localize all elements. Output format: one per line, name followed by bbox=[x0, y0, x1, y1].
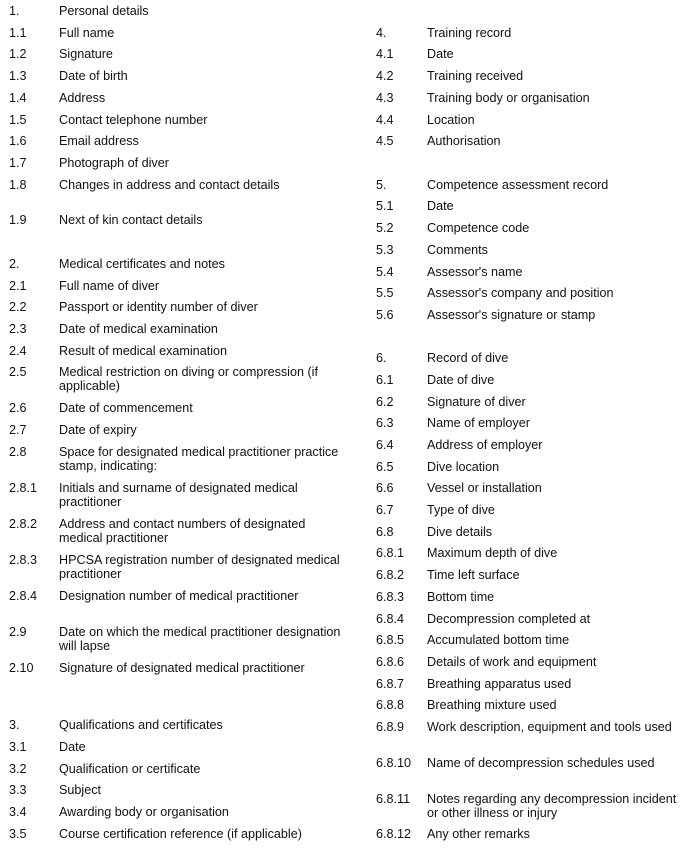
list-item bbox=[9, 783, 344, 797]
item-number: 1.3 bbox=[9, 69, 27, 83]
item-number: 6.8.10 bbox=[376, 756, 412, 770]
item-number: 4.4 bbox=[376, 113, 394, 127]
list-item bbox=[9, 91, 344, 105]
item-text: HPCSA registration number of designated medical practitioner bbox=[59, 553, 340, 581]
item-number: 2.9 bbox=[9, 625, 27, 639]
item-number: 5.1 bbox=[376, 199, 394, 213]
item-text: Date bbox=[427, 47, 454, 61]
item-number: 3.2 bbox=[9, 762, 27, 776]
item-number: 6.7 bbox=[376, 503, 394, 517]
item-text: Details of work and equipment bbox=[427, 655, 597, 669]
list-item bbox=[9, 517, 344, 545]
list-item bbox=[9, 553, 344, 581]
item-number: 1.7 bbox=[9, 156, 27, 170]
item-number: 5.5 bbox=[376, 286, 394, 300]
list-item bbox=[376, 416, 688, 430]
item-text: Space for designated medical practitioner practice stamp, indicating: bbox=[59, 445, 339, 473]
item-text: Contact telephone number bbox=[59, 113, 208, 127]
list-item bbox=[9, 423, 344, 437]
item-number: 2.7 bbox=[9, 423, 27, 437]
item-number: 6.8.4 bbox=[376, 612, 405, 626]
item-number: 1.4 bbox=[9, 91, 27, 105]
item-text: Email address bbox=[59, 134, 139, 148]
item-number: 6.8.7 bbox=[376, 677, 405, 691]
item-number: 5.6 bbox=[376, 308, 394, 322]
item-text: Initials and surname of designated medical practitioner bbox=[59, 481, 298, 509]
item-text: Assessor's signature or stamp bbox=[427, 308, 596, 322]
item-text: Competence code bbox=[427, 221, 530, 235]
item-number: 4.1 bbox=[376, 47, 394, 61]
item-number: 3.4 bbox=[9, 805, 27, 819]
item-number: 6.8 bbox=[376, 525, 394, 539]
item-text: Bottom time bbox=[427, 590, 495, 604]
item-number: 6.3 bbox=[376, 416, 394, 430]
list-item bbox=[376, 113, 688, 127]
item-text: Any other remarks bbox=[427, 827, 530, 841]
list-item bbox=[376, 612, 688, 626]
item-text: Result of medical examination bbox=[59, 344, 227, 358]
list-item bbox=[376, 438, 688, 452]
section-heading bbox=[9, 257, 344, 271]
list-item bbox=[9, 589, 344, 603]
item-number: 1.9 bbox=[9, 213, 27, 227]
list-item bbox=[376, 720, 688, 734]
item-text: Qualifications and certificates bbox=[59, 718, 223, 732]
item-number: 4.5 bbox=[376, 134, 394, 148]
item-number: 3.1 bbox=[9, 740, 27, 754]
item-text: Signature of diver bbox=[427, 395, 526, 409]
list-item bbox=[376, 265, 688, 279]
item-number: 6. bbox=[376, 351, 387, 365]
item-number: 2.8.1 bbox=[9, 481, 38, 495]
item-text: Subject bbox=[59, 783, 102, 797]
item-number: 3.3 bbox=[9, 783, 27, 797]
list-item bbox=[9, 762, 344, 776]
item-number: 2.1 bbox=[9, 279, 27, 293]
list-item bbox=[376, 546, 688, 560]
section-heading bbox=[9, 4, 344, 18]
list-item bbox=[376, 633, 688, 647]
item-number: 2.3 bbox=[9, 322, 27, 336]
item-number: 6.8.11 bbox=[376, 792, 411, 806]
item-text: Location bbox=[427, 113, 475, 127]
item-number: 6.8.8 bbox=[376, 698, 405, 712]
item-text: Assessor's name bbox=[427, 265, 523, 279]
list-item bbox=[376, 677, 688, 691]
item-text: Accumulated bottom time bbox=[427, 633, 570, 647]
item-text: Type of dive bbox=[427, 503, 495, 517]
item-number: 6.8.9 bbox=[376, 720, 405, 734]
section-heading bbox=[376, 351, 688, 365]
list-item bbox=[376, 134, 688, 148]
list-item bbox=[376, 460, 688, 474]
list-item bbox=[9, 69, 344, 83]
item-text: Signature of designated medical practitioner bbox=[59, 661, 305, 675]
list-item bbox=[376, 698, 688, 712]
item-number: 5. bbox=[376, 178, 387, 192]
list-item bbox=[376, 373, 688, 387]
item-text: Work description, equipment and tools used bbox=[427, 720, 672, 734]
item-text: Training record bbox=[427, 26, 512, 40]
item-text: Signature bbox=[59, 47, 113, 61]
item-text: Qualification or certificate bbox=[59, 762, 201, 776]
item-number: 5.3 bbox=[376, 243, 394, 257]
list-item bbox=[9, 661, 344, 675]
item-number: 1. bbox=[9, 4, 20, 18]
item-number: 2.8.3 bbox=[9, 553, 38, 567]
list-item bbox=[9, 156, 344, 170]
list-item bbox=[376, 47, 688, 61]
item-text: Next of kin contact details bbox=[59, 213, 203, 227]
item-number: 1.5 bbox=[9, 113, 27, 127]
item-number: 1.1 bbox=[9, 26, 27, 40]
item-text: Date bbox=[59, 740, 86, 754]
item-number: 6.8.3 bbox=[376, 590, 405, 604]
item-text: Breathing mixture used bbox=[427, 698, 557, 712]
item-number: 1.8 bbox=[9, 178, 27, 192]
item-text: Medical certificates and notes bbox=[59, 257, 225, 271]
item-text: Training received bbox=[427, 69, 524, 83]
list-item bbox=[376, 568, 688, 582]
item-text: Name of decompression schedules used bbox=[427, 756, 655, 770]
list-item bbox=[376, 481, 688, 495]
item-number: 2.10 bbox=[9, 661, 34, 675]
list-item bbox=[9, 827, 344, 841]
list-item bbox=[9, 445, 344, 473]
item-number: 1.2 bbox=[9, 47, 27, 61]
item-text: Maximum depth of dive bbox=[427, 546, 558, 560]
item-text: Changes in address and contact details bbox=[59, 178, 280, 192]
item-number: 6.8.6 bbox=[376, 655, 405, 669]
list-item bbox=[9, 26, 344, 40]
item-text: Assessor's company and position bbox=[427, 286, 614, 300]
item-text: Address and contact numbers of designated medical practitioner bbox=[59, 517, 306, 545]
item-number: 4. bbox=[376, 26, 387, 40]
item-text: Course certification reference (if applicable) bbox=[59, 827, 302, 841]
item-number: 1.6 bbox=[9, 134, 27, 148]
item-number: 5.2 bbox=[376, 221, 394, 235]
item-number: 6.6 bbox=[376, 481, 394, 495]
item-number: 4.2 bbox=[376, 69, 394, 83]
item-text: Date of medical examination bbox=[59, 322, 218, 336]
item-text: Name of employer bbox=[427, 416, 530, 430]
list-item bbox=[9, 805, 344, 819]
item-text: Dive location bbox=[427, 460, 500, 474]
item-text: Time left surface bbox=[427, 568, 520, 582]
item-text: Personal details bbox=[59, 4, 149, 18]
item-text: Date of expiry bbox=[59, 423, 137, 437]
item-text: Medical restriction on diving or compression (if applicable) bbox=[59, 365, 318, 393]
item-text: Notes regarding any decompression incident or other illness or injury bbox=[427, 792, 677, 820]
item-number: 6.8.1 bbox=[376, 546, 405, 560]
item-text: Authorisation bbox=[427, 134, 501, 148]
list-item bbox=[376, 756, 688, 770]
item-number: 2.8.2 bbox=[9, 517, 38, 531]
list-item bbox=[9, 113, 344, 127]
item-text: Passport or identity number of diver bbox=[59, 300, 258, 314]
item-text: Full name bbox=[59, 26, 115, 40]
list-item bbox=[9, 322, 344, 336]
item-text: Designation number of medical practitioner bbox=[59, 589, 299, 603]
list-item bbox=[9, 213, 344, 227]
list-item bbox=[376, 655, 688, 669]
item-number: 2.6 bbox=[9, 401, 27, 415]
section-heading bbox=[376, 26, 688, 40]
list-item bbox=[376, 503, 688, 517]
list-item bbox=[376, 395, 688, 409]
item-text: Date on which the medical practitioner designation will lapse bbox=[59, 625, 341, 653]
list-item bbox=[9, 47, 344, 61]
list-item bbox=[376, 590, 688, 604]
list-item bbox=[9, 740, 344, 754]
list-item bbox=[376, 221, 688, 235]
item-number: 2.8.4 bbox=[9, 589, 38, 603]
list-item bbox=[376, 286, 688, 300]
item-text: Comments bbox=[427, 243, 488, 257]
item-text: Awarding body or organisation bbox=[59, 805, 229, 819]
section-heading bbox=[9, 718, 344, 732]
list-item bbox=[376, 792, 688, 820]
item-text: Breathing apparatus used bbox=[427, 677, 572, 691]
list-item bbox=[9, 134, 344, 148]
list-item bbox=[376, 827, 688, 841]
item-number: 6.2 bbox=[376, 395, 394, 409]
list-item bbox=[9, 300, 344, 314]
item-number: 6.8.12 bbox=[376, 827, 412, 841]
item-text: Date of dive bbox=[427, 373, 495, 387]
list-item bbox=[9, 365, 344, 393]
item-text: Address of employer bbox=[427, 438, 543, 452]
list-item bbox=[376, 91, 688, 105]
list-item bbox=[9, 344, 344, 358]
list-item bbox=[376, 199, 688, 213]
item-number: 5.4 bbox=[376, 265, 394, 279]
item-number: 2.5 bbox=[9, 365, 27, 379]
list-item bbox=[376, 525, 688, 539]
section-heading bbox=[376, 178, 688, 192]
item-number: 6.4 bbox=[376, 438, 394, 452]
item-number: 2.2 bbox=[9, 300, 27, 314]
item-number: 6.8.2 bbox=[376, 568, 405, 582]
list-item bbox=[376, 69, 688, 83]
item-number: 2.4 bbox=[9, 344, 27, 358]
item-text: Competence assessment record bbox=[427, 178, 609, 192]
item-text: Dive details bbox=[427, 525, 493, 539]
list-item bbox=[9, 401, 344, 415]
item-text: Full name of diver bbox=[59, 279, 160, 293]
item-number: 6.1 bbox=[376, 373, 394, 387]
item-text: Decompression completed at bbox=[427, 612, 591, 626]
item-text: Date of birth bbox=[59, 69, 128, 83]
list-item bbox=[9, 178, 344, 192]
item-number: 4.3 bbox=[376, 91, 394, 105]
item-text: Date of commencement bbox=[59, 401, 193, 415]
item-text: Record of dive bbox=[427, 351, 509, 365]
item-number: 2.8 bbox=[9, 445, 27, 459]
item-number: 6.5 bbox=[376, 460, 394, 474]
list-item bbox=[9, 279, 344, 293]
list-item bbox=[376, 243, 688, 257]
item-text: Vessel or installation bbox=[427, 481, 542, 495]
item-text: Training body or organisation bbox=[427, 91, 590, 105]
list-item bbox=[9, 625, 344, 653]
list-item bbox=[9, 481, 344, 509]
item-text: Date bbox=[427, 199, 454, 213]
item-number: 6.8.5 bbox=[376, 633, 405, 647]
item-text: Address bbox=[59, 91, 106, 105]
item-number: 3.5 bbox=[9, 827, 27, 841]
list-item bbox=[376, 308, 688, 322]
item-number: 2. bbox=[9, 257, 20, 271]
item-number: 3. bbox=[9, 718, 20, 732]
item-text: Photograph of diver bbox=[59, 156, 169, 170]
